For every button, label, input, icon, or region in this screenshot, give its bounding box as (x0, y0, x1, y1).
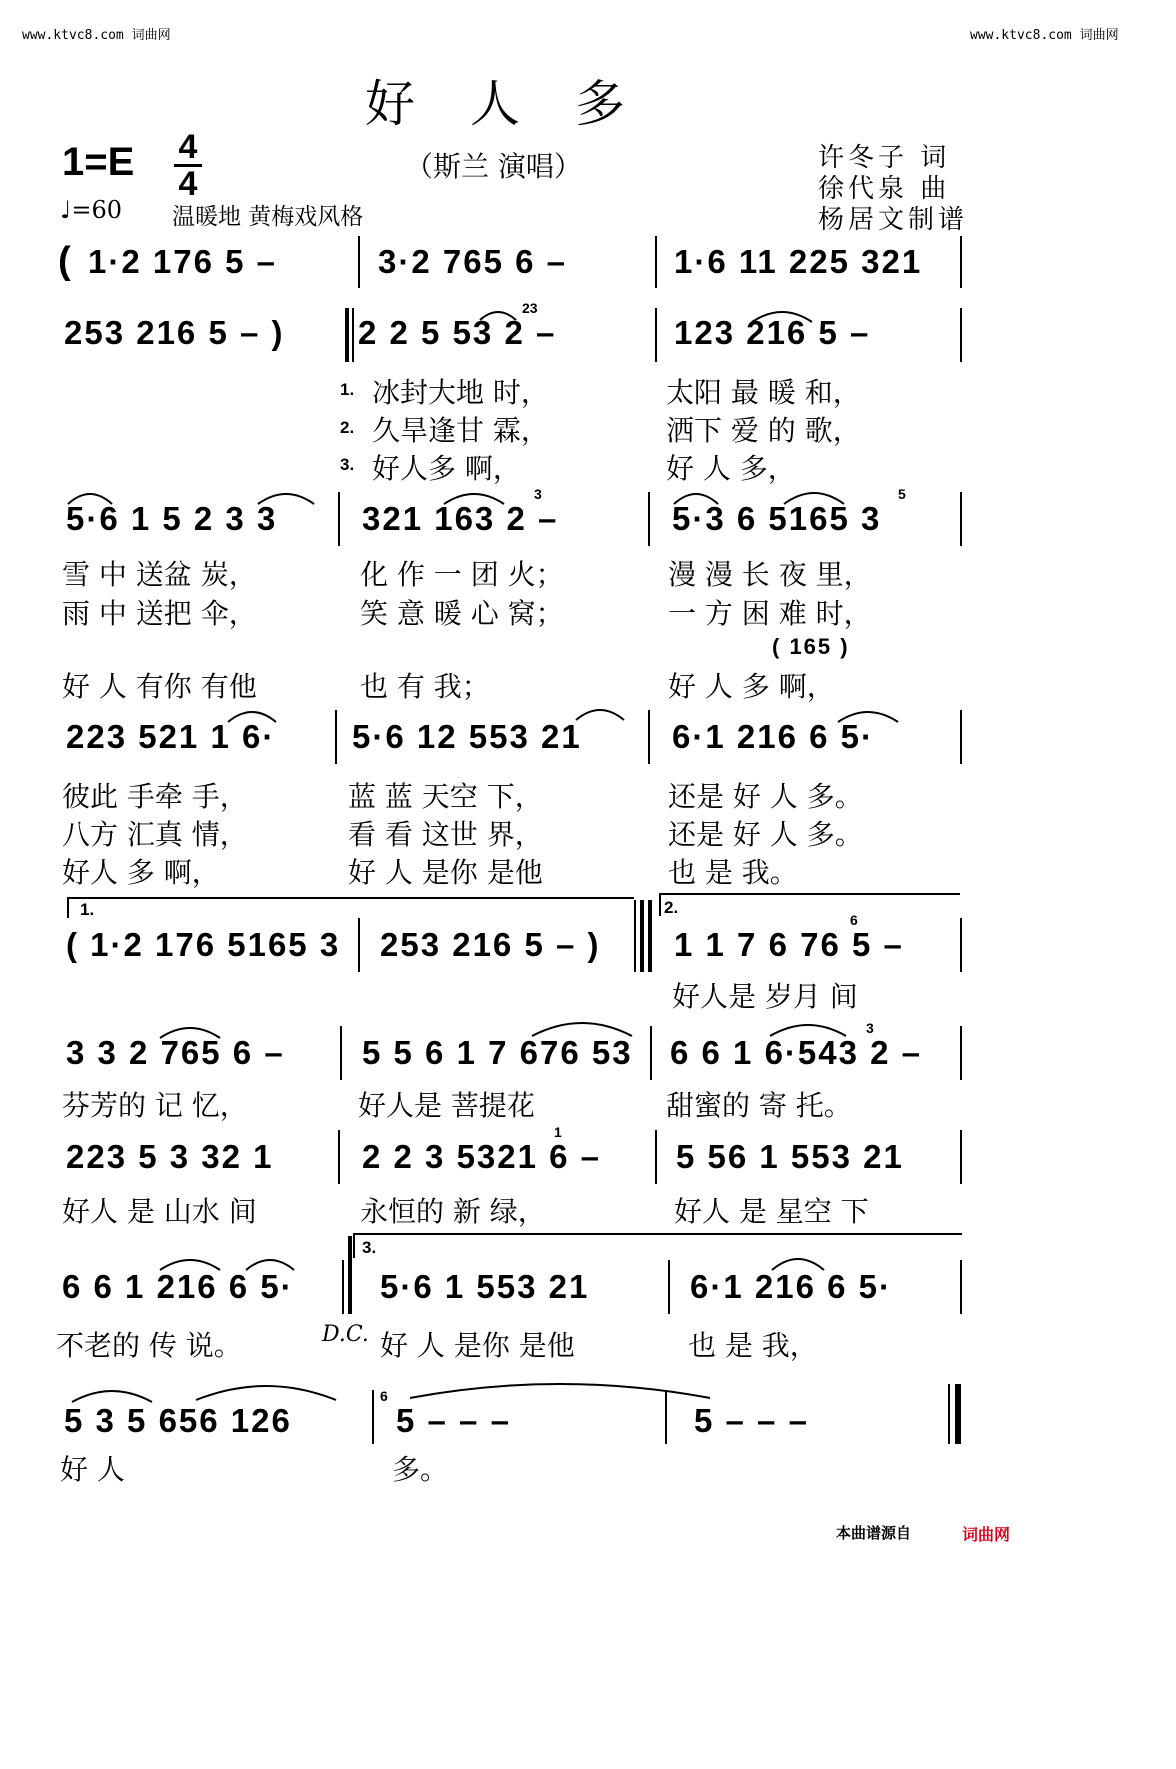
lyric-line: 八方 汇真 情， (62, 818, 248, 851)
slur (752, 312, 812, 322)
quarter-note-icon: ♩ (60, 196, 72, 224)
ending-2-label: 2. (664, 898, 679, 917)
slur (410, 1384, 710, 1398)
measure-r5-3: 1 1 7 6 76 5 – (674, 926, 904, 963)
measure-r3-2: 321 163 2 – (362, 500, 559, 537)
measure-r3-1: 5·6 1 5 2 3 3 (66, 500, 278, 537)
measure-r1-1: 1·2 176 5 – (88, 243, 277, 280)
measure-r4-3: 6·1 216 6 5· (672, 718, 874, 755)
lyric-line: 好 人 多 啊， (668, 670, 835, 703)
lyric-line: 好人是 菩提花 (358, 1089, 535, 1122)
ending-1-label: 1. (80, 900, 95, 919)
lyric-line: 太阳 最 暖 和， (666, 376, 861, 409)
lyric-line: 漫 漫 长 夜 里， (668, 558, 872, 591)
lyric-line: 雨 中 送把 伞， (62, 597, 257, 630)
style-marking: 温暖地 黄梅戏风格 (172, 204, 364, 230)
lyric-line: 好人 是 星空 下 (674, 1195, 869, 1228)
ending-2-bracket (660, 894, 960, 916)
lyric-line: 也 是 我。 (668, 856, 798, 889)
key-signature: 1=E (62, 140, 135, 184)
slur (838, 712, 898, 722)
measure-r8-1: 6 6 1 216 6 5· (62, 1268, 294, 1305)
measure-r6-3: 6 6 1 6·543 2 – (670, 1034, 923, 1071)
measure-r4-2: 5·6 12 553 21 (352, 718, 582, 755)
slur (532, 1023, 632, 1036)
grace-note: 6 (850, 912, 858, 928)
measure-r1-2: 3·2 765 6 – (378, 243, 567, 280)
slur (196, 1386, 336, 1400)
time-signature: 4 4 (170, 132, 206, 199)
measure-r1-3: 1·6 11 225 321 (674, 243, 923, 280)
lyric-line: 多。 (392, 1453, 449, 1486)
verse-number: 1. (340, 380, 355, 399)
lyric-line: 好 人 是你 是他 (380, 1329, 575, 1362)
slur (772, 1259, 824, 1270)
measure-r5-2: 253 216 5 – ) (380, 926, 601, 963)
arranger-credit: 杨居文制谱 (818, 205, 969, 235)
lyric-line: 蓝 蓝 天空 下， (348, 780, 543, 813)
lyric-line: 彼此 手牵 手， (62, 780, 248, 813)
slur (576, 710, 624, 720)
grace-note: 1 (554, 1124, 562, 1140)
lyric-line: 洒下 爱 的 歌， (666, 414, 861, 447)
verse-number: 2. (340, 418, 355, 437)
grace-note: 23 (522, 300, 538, 316)
lyric-line: 也 有 我； (360, 670, 490, 703)
measure-r6-2: 5 5 6 1 7 676 53 (362, 1034, 633, 1071)
slur (68, 494, 112, 504)
measure-r9-3: 5 – – – (694, 1402, 809, 1439)
lyric-line: 好 人 (60, 1453, 125, 1486)
slur (784, 493, 844, 504)
slur (258, 494, 314, 504)
slur (770, 1025, 846, 1036)
performer: （斯兰 演唱） (405, 150, 582, 183)
grace-note: 3 (866, 1020, 874, 1036)
slur (160, 1028, 220, 1038)
grace-note: 5 (898, 486, 906, 502)
measure-r7-3: 5 56 1 553 21 (676, 1138, 904, 1175)
lyric-line: 久旱逢甘 霖， (372, 414, 549, 447)
lyric-line: 雪 中 送盆 炭， (62, 558, 257, 591)
lyric-line: 永恒的 新 绿， (360, 1195, 546, 1228)
lyric-line: 好 人 多， (666, 452, 796, 485)
lyric-line: 也 是 我， (688, 1329, 818, 1362)
alternate-notes: ( 165 ) (772, 634, 850, 659)
slur (160, 1260, 220, 1270)
slur (228, 712, 276, 722)
lyric-line: 好人 是 山水 间 (62, 1195, 257, 1228)
verse-number: 3. (340, 455, 355, 474)
ending-1-bracket (68, 898, 634, 918)
site-label-right[interactable]: www.ktvc8.com 词曲网 (970, 28, 1119, 43)
paren-open: ( (58, 240, 73, 282)
measure-r8-2: 5·6 1 553 21 (380, 1268, 590, 1305)
measure-r4-1: 223 521 1 6· (66, 718, 276, 755)
lyric-line: 好 人 有你 有他 (62, 670, 257, 703)
lyric-line: 好 人 是你 是他 (348, 856, 543, 889)
lyric-line: 好人是 岁月 间 (672, 980, 858, 1013)
slur (674, 494, 718, 504)
song-title: 好人多 (365, 75, 680, 133)
footer-source: 本曲谱源自 (836, 1524, 912, 1542)
lyric-line: 还是 好 人 多。 (668, 818, 863, 851)
measure-r9-1: 5 3 5 656 126 (64, 1402, 292, 1439)
lyric-line: 好人多 啊， (372, 452, 521, 485)
measure-r2-3: 123 216 5 – (674, 314, 871, 351)
tempo-marking: ♩=60 (60, 196, 122, 224)
grace-note: 6 (380, 1388, 388, 1404)
grace-note: 3 (534, 486, 542, 502)
site-label-left[interactable]: www.ktvc8.com 词曲网 (22, 28, 171, 43)
measure-r7-2: 2 2 3 5321 6 – (362, 1138, 602, 1175)
lyric-line: 一 方 困 难 时， (668, 597, 872, 630)
measure-r6-1: 3 3 2 765 6 – (66, 1034, 285, 1071)
measure-r9-2: 5 – – – (396, 1402, 511, 1439)
measure-r2-2: 2 2 5 53 2 – (358, 314, 557, 351)
lyric-line: 不老的 传 说。 (56, 1329, 242, 1362)
slur (444, 494, 504, 504)
lyric-line: 甜蜜的 寄 托。 (666, 1089, 852, 1122)
measure-r5-1: ( 1·2 176 5165 3 (66, 926, 341, 963)
slur (246, 1260, 294, 1270)
lyric-line: 还是 好 人 多。 (668, 780, 863, 813)
composer-credit: 徐代泉 曲 (818, 174, 951, 204)
measure-r3-3: 5·3 6 5165 3 (672, 500, 882, 537)
lyric-line: 化 作 一 团 火； (360, 558, 564, 591)
measure-r8-3: 6·1 216 6 5· (690, 1268, 892, 1305)
lyric-line: 好人 多 啊， (62, 856, 220, 889)
measure-r7-1: 223 5 3 32 1 (66, 1138, 274, 1175)
lyric-line: 冰封大地 时， (372, 376, 549, 409)
lyric-line: 笑 意 暖 心 窝； (360, 597, 564, 630)
ending-3-label: 3. (362, 1238, 377, 1257)
slur (72, 1391, 152, 1402)
lyricist-credit: 许冬子 词 (818, 143, 951, 173)
measure-r2-1: 253 216 5 – ) (64, 314, 285, 351)
da-capo-marking: D.C. (322, 1322, 369, 1347)
footer-logo[interactable]: 词曲网 (962, 1525, 1011, 1544)
lyric-line: 芬芳的 记 忆， (62, 1089, 248, 1122)
ending-3-bracket (354, 1234, 962, 1258)
slur (480, 312, 516, 320)
lyric-line: 看 看 这世 界， (348, 818, 543, 851)
